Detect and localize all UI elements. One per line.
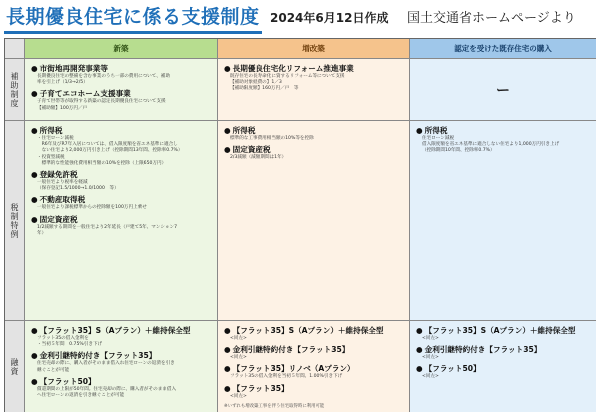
- support-item-detail: [31, 205, 213, 211]
- cell-finance-renovation: [218, 321, 410, 412]
- detail-line: ・当初５年間 0.75%引き下げ: [37, 342, 103, 348]
- support-item-title: ● 【フラット35】S（Aプラン）＋維持保全型: [224, 326, 384, 335]
- support-item-title: ● 登録免許税: [31, 170, 78, 180]
- support-item: [31, 64, 213, 86]
- support-item: [416, 364, 592, 380]
- detail-line: 1/2減額する期間を一般住宅より2年延長（戸建て5年、マンション7: [37, 224, 177, 230]
- detail-line: フラット35の借入金利を: [37, 336, 89, 341]
- detail-line: 標準的な工事費用相当額の10%等を控除: [230, 136, 314, 141]
- support-table: [4, 38, 596, 412]
- support-item-title: ● 市街地再開発事業等: [31, 64, 108, 73]
- support-item: [224, 64, 405, 93]
- support-item: [416, 126, 592, 155]
- bullet-icon: ●: [31, 89, 38, 99]
- bullet-icon: ●: [224, 326, 231, 335]
- detail-line: 継ぐことが可能: [37, 367, 70, 373]
- title-underline: [4, 31, 262, 34]
- detail-line: R6年及びR7年入居については、借入限度額を省エネ基準に適合し: [37, 142, 178, 148]
- not-applicable-mark: ー: [496, 82, 510, 99]
- support-item: [31, 215, 213, 237]
- detail-line: <同左>: [230, 336, 247, 341]
- detail-line: 一般住宅より税率を軽減: [37, 180, 88, 186]
- detail-line: 住宅ローン減税: [422, 136, 455, 141]
- bullet-icon: ●: [224, 383, 231, 393]
- detail-line: <同左>: [230, 355, 247, 361]
- support-item-title: ● 金利引継特約付き【フラット35】: [31, 351, 157, 361]
- support-item-detail: [31, 336, 213, 348]
- support-item: [31, 89, 213, 111]
- bullet-icon: ●: [31, 64, 38, 73]
- detail-line: （保存登記1.5/1000→1.0/1000 等）: [37, 186, 119, 192]
- detail-line: <同左>: [230, 393, 247, 399]
- support-item-title: ● 【フラット35】S（Aプラン）＋維持保全型: [31, 326, 191, 335]
- bullet-icon: ●: [31, 126, 38, 135]
- row-header-finance: [5, 321, 25, 412]
- support-item: [224, 364, 405, 380]
- support-item-detail: [416, 355, 592, 361]
- bullet-icon: ●: [31, 195, 38, 205]
- support-item: [224, 326, 405, 342]
- bullet-icon: ●: [224, 126, 231, 135]
- column-header-new: 新築: [25, 39, 218, 59]
- support-item-detail: [416, 136, 592, 155]
- detail-line: 住宅売却の際に、購入者がそのまま借入れ住宅ローンの返済を引き: [37, 361, 175, 367]
- detail-line: 既存住宅の長寿命化に資するリフォーム等について支援: [230, 74, 345, 79]
- detail-line: 標準的な性能強化費用相当額の10%を控除（上限650万円）: [37, 160, 167, 166]
- support-item-title: ● 子育てエコホーム支援事業: [31, 89, 131, 99]
- support-item-detail: [224, 74, 405, 93]
- support-item: [31, 326, 213, 348]
- bullet-icon: ●: [31, 326, 38, 335]
- support-item-title: ● 固定資産税: [31, 214, 78, 224]
- support-item-detail: [31, 99, 213, 111]
- support-item: [31, 351, 213, 373]
- cell-subsidy-renovation: [218, 59, 410, 121]
- support-item-title: ● 【フラット35】リノベ（Aプラン）: [224, 364, 355, 374]
- column-header-existing: 認定を受けた既存住宅の購入: [410, 39, 596, 59]
- support-item-title: ● 【フラット50】: [31, 376, 96, 386]
- finance-renovation-note: ※いずれも増改築工事を伴う住宅取得時に利用可能: [224, 403, 325, 409]
- support-item-detail: [416, 336, 592, 342]
- support-item-title: ● 所得税: [416, 126, 448, 135]
- detail-line: <同左>: [422, 355, 439, 361]
- cell-tax-renovation: [218, 121, 410, 321]
- bullet-icon: ●: [224, 364, 231, 374]
- detail-line: 借入限度額を省エネ基準に適合しない住宅より1,000万円引き上げ: [422, 142, 560, 148]
- bullet-icon: ●: [224, 145, 231, 155]
- detail-line: 子育て世帯等が取得する新築の認定長期優良住宅について支援: [37, 99, 166, 105]
- support-item: [31, 126, 213, 167]
- row-label-finance: 融資: [10, 357, 19, 376]
- page-header: [0, 0, 600, 36]
- detail-line: 2/3減額（減額期間は1年）: [230, 155, 287, 161]
- support-item-detail: [31, 387, 213, 399]
- support-item-detail: [224, 336, 405, 342]
- row-label-subsidy: 補助制度: [10, 71, 19, 108]
- cell-finance-new: [25, 321, 218, 412]
- bullet-icon: ●: [416, 364, 423, 374]
- support-item-detail: [31, 136, 213, 167]
- detail-line: へ住宅ローンの返済を引き継ぐことが可能: [37, 393, 125, 399]
- detail-line: 年）: [37, 230, 47, 236]
- finance-renovation-list: [224, 326, 405, 400]
- page-title: 長期優良住宅に係る支援制度: [6, 6, 260, 28]
- support-item: [31, 195, 213, 211]
- support-item-detail: [31, 225, 213, 237]
- support-item-title: ● 金利引継特約付き【フラット35】: [416, 345, 542, 355]
- cell-tax-new: [25, 121, 218, 321]
- support-item-title: ● 所得税: [224, 126, 256, 135]
- support-item: [224, 145, 405, 161]
- detail-line: ・住宅ローン減税: [37, 136, 74, 141]
- bullet-icon: ●: [416, 345, 423, 355]
- support-item-detail: [31, 180, 213, 192]
- detail-line: （控除期間10年間、控除率0.7%）: [422, 148, 495, 154]
- support-item: [416, 345, 592, 361]
- creation-date: 2024年6月12日作成: [270, 11, 389, 25]
- support-item-detail: [31, 361, 213, 373]
- column-header-renovation: 増改築: [218, 39, 410, 59]
- bullet-icon: ●: [416, 126, 423, 135]
- cell-subsidy-existing: [410, 59, 596, 121]
- support-item-title: ● 長期優良住宅化リフォーム推進事業: [224, 64, 354, 73]
- source-note: 国土交通省ホームページより: [407, 11, 576, 26]
- detail-line: 【補助額】100万円／戸: [37, 105, 88, 111]
- cell-subsidy-new: [25, 59, 218, 121]
- detail-line: 【補助対象経費の】1／3: [230, 80, 282, 86]
- bullet-icon: ●: [31, 170, 38, 180]
- bullet-icon: ●: [31, 214, 38, 224]
- detail-line: 【補助限度額】160万円／戸 等: [230, 86, 299, 92]
- support-item-title: ● 金利引継特約付き【フラット35】: [224, 345, 350, 355]
- support-item-detail: [31, 74, 213, 86]
- cell-finance-existing: [410, 321, 596, 412]
- detail-line: <同左>: [422, 374, 439, 380]
- support-item-title: ● 不動産取得税: [31, 195, 86, 205]
- bullet-icon: ●: [31, 351, 38, 361]
- row-label-tax: 税制特例: [10, 202, 19, 239]
- support-item-detail: [224, 355, 405, 361]
- detail-line: ない住宅より2,000万円引き上げ（控除期間13年間、控除率0.7%）: [37, 148, 183, 154]
- detail-line: ・投資型減税: [37, 154, 65, 160]
- support-item: [224, 384, 405, 400]
- support-item-detail: [224, 136, 405, 142]
- bullet-icon: ●: [224, 345, 231, 355]
- support-item-title: ● 【フラット50】: [416, 364, 481, 374]
- support-item-title: ● 固定資産税: [224, 145, 271, 155]
- support-item: [224, 126, 405, 142]
- support-item-detail: [224, 394, 405, 400]
- row-header-tax: [5, 121, 25, 321]
- detail-line: 一般住宅より課税標準からの控除額を100万円上乗せ: [37, 205, 147, 211]
- support-item: [31, 170, 213, 192]
- support-item: [224, 345, 405, 361]
- bullet-icon: ●: [31, 376, 38, 386]
- support-item: [416, 326, 592, 342]
- support-item-title: ● 【フラット35】: [224, 383, 289, 393]
- detail-line: 償還期間の上限が50年間。住宅売却の際に、購入者がそのまま借入: [37, 386, 177, 392]
- detail-line: 率を引上げ（1/3→2/5）: [37, 80, 88, 86]
- support-item-detail: [416, 374, 592, 380]
- row-header-subsidy: [5, 59, 25, 121]
- support-item-title: ● 所得税: [31, 126, 63, 135]
- detail-line: <同左>: [422, 336, 439, 341]
- support-item: [31, 377, 213, 399]
- detail-line: フラット35の借入金利を当初５年間、1.00%引き下げ: [230, 374, 343, 380]
- detail-line: 長期優良住宅の整備を含む事業のうち一部の費用について、補助: [37, 74, 171, 79]
- support-item-title: ● 【フラット35】S（Aプラン）＋維持保全型: [416, 326, 576, 335]
- support-item-detail: [224, 374, 405, 380]
- bullet-icon: ●: [224, 64, 231, 73]
- support-item-detail: [224, 155, 405, 161]
- bullet-icon: ●: [416, 326, 423, 335]
- corner-cell: [5, 39, 25, 59]
- cell-tax-existing: [410, 121, 596, 321]
